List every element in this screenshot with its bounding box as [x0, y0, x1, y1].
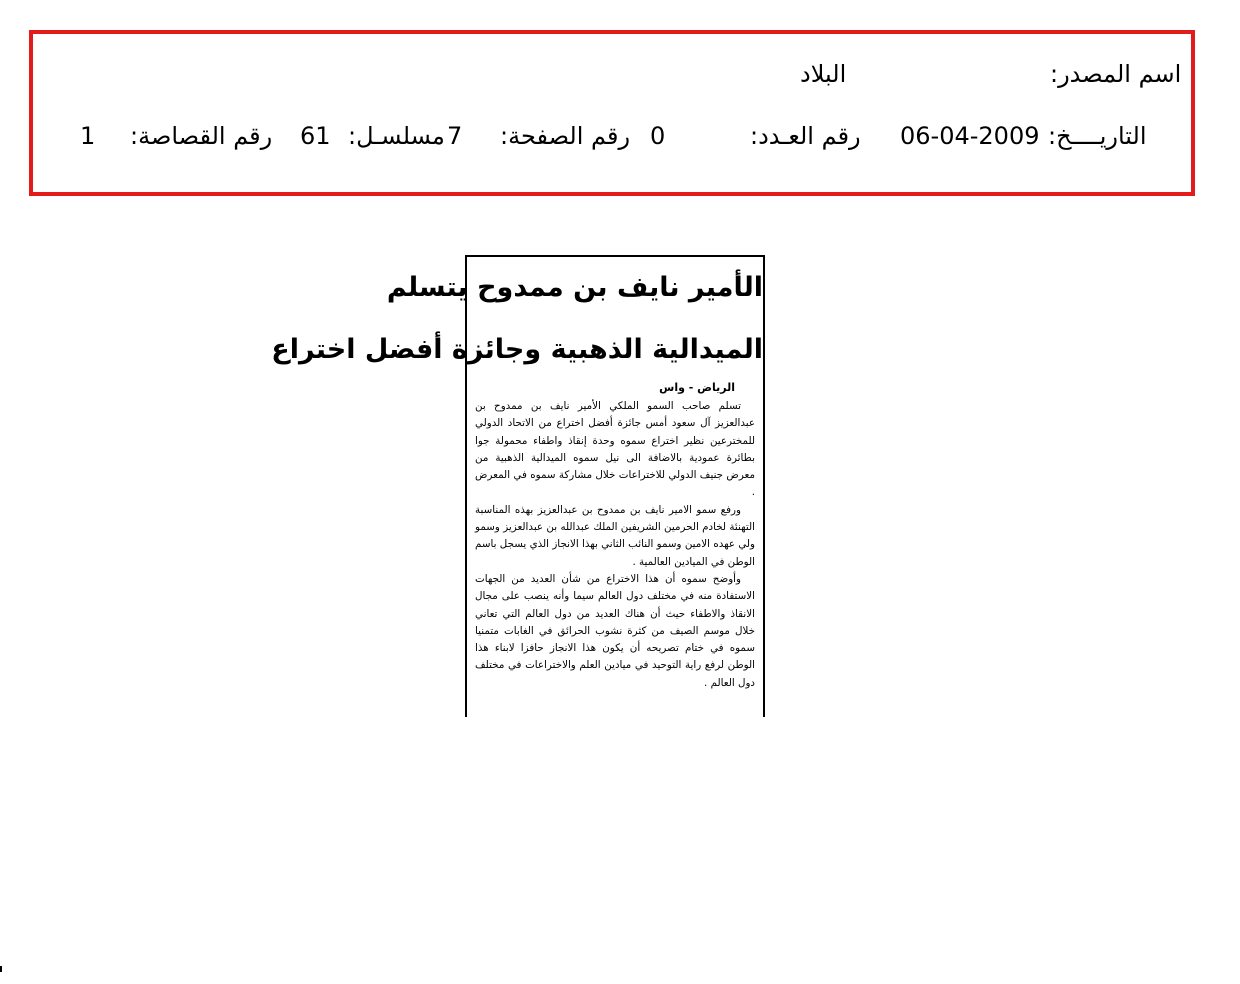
- page-label: رقم الصفحة:: [500, 122, 631, 150]
- scan-edge-mark: [0, 966, 2, 972]
- article-paragraph: ورفع سمو الامير نايف بن ممدوح بن عبدالعزيز بهذه المناسبة التهنئة لخادم الحرمين الشريفين الملك عبدالله بن عبدالعزيز وسمو ولي عهده الامين وسمو النائب الثاني بهذا الانجاز الذي يسجل باسم الوطن في الميادين العالمية .: [475, 503, 755, 568]
- clip-label: رقم القصاصة:: [130, 122, 273, 150]
- date-value: 06-04-2009: [900, 122, 1040, 150]
- page-value: 7: [447, 122, 463, 150]
- article-dateline: الرياض - واس: [659, 381, 735, 394]
- serial-value: 61: [300, 122, 331, 150]
- metadata-box: [29, 30, 1195, 196]
- newspaper-clipping: [271, 255, 765, 717]
- article-body: [475, 398, 755, 692]
- article-paragraph: تسلم صاحب السمو الملكي الأمير نايف بن ممدوح بن عبدالعزيز آل سعود أمس جائزة أفضل اختراع من الاتحاد الدولي للمخترعين نظير اختراع سموه وحدة إنقاذ واطفاء محمولة جوا بطائرة عمودية بالاضافة الى نيل سموه الميدالية الذهبية من معرض جنيف الدولي للاختراعات خلال مشاركة سموه في المعرض .: [475, 400, 755, 499]
- issue-label: رقم العـدد:: [750, 122, 861, 150]
- article-paragraph: وأوضح سموه أن هذا الاختراع من شأن العديد من الجهات الاستفادة منه في مختلف دول العالم سيما وأنه ينصب على مجال الانقاذ والاطفاء حيث أن هناك العديد من دول العالم التي تعاني خلال موسم الصيف من كثرة نشوب الحرائق في الغابات متمنيا سموه في ختام تصريحه أن يكون هذا الانجاز حافزا لابناء هذا الوطن لرفع راية التوحيد في ميادين العلم والاختراعات في مختلف دول العالم .: [475, 572, 755, 689]
- issue-value: 0: [650, 122, 666, 150]
- headline-line-1: الأمير نايف بن ممدوح يتسلم: [386, 272, 763, 303]
- source-value: البلاد: [800, 60, 847, 88]
- serial-label: مسلسـل:: [348, 122, 445, 150]
- date-label: التاريــــخ:: [1048, 122, 1147, 150]
- source-label: اسم المصدر:: [1050, 60, 1182, 88]
- headline-line-2: الميدالية الذهبية وجائزة أفضل اختراع: [271, 334, 763, 365]
- clip-value: 1: [80, 122, 96, 150]
